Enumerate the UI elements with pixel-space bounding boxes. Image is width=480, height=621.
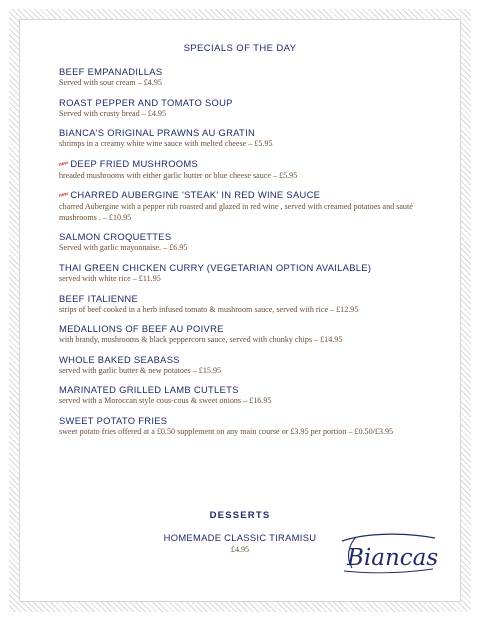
new-badge-icon: new — [58, 160, 69, 168]
list-item — [59, 231, 415, 253]
list-item — [59, 97, 415, 119]
item-description: served with white rice – £11.95 — [59, 273, 161, 283]
list-item — [59, 415, 415, 437]
item-description: shrimps in a creamy white wine sauce with melted cheese – £5.95 — [59, 139, 273, 149]
item-description: breaded mushrooms with either garlic butter or blue cheese sauce – £5.95 — [59, 170, 298, 180]
item-name: BEEF EMPANADILLAS — [59, 66, 163, 77]
item-name: BIANCA'S ORIGINAL PRAWNS AU GRATIN — [59, 127, 256, 139]
item-description: served with a Moroccan style cous-cous & sweet onions – £16.95 — [59, 396, 272, 406]
item-description: Served with sour cream – £4.95 — [59, 78, 162, 87]
desserts-heading: DESSERTS — [209, 510, 271, 521]
svg-text:Biancas: Biancas — [347, 545, 438, 571]
list-item — [59, 384, 415, 406]
list-item — [59, 189, 415, 223]
item-description: Served with garlic mayonnaise. – £6.95 — [59, 243, 188, 253]
item-name: THAI GREEN CHICKEN CURRY (VEGETARIAN OPTION AVAILABLE) — [59, 261, 372, 273]
list-item — [59, 262, 415, 284]
list-item — [59, 158, 415, 181]
item-description: Served with crusty bread – £4.95 — [59, 108, 166, 118]
item-name: BEEF ITALIENNE — [59, 292, 139, 304]
biancas-logo — [338, 532, 438, 581]
page-title: SPECIALS OF THE DAY — [183, 43, 297, 54]
item-name-row — [59, 158, 415, 171]
specials-list — [59, 66, 415, 446]
item-name: MEDALLIONS OF BEEF AU POIVRE — [59, 323, 224, 335]
list-item — [59, 323, 415, 345]
script-logo-icon — [338, 532, 438, 576]
item-name: SALMON CROQUETTES — [59, 231, 172, 243]
list-item — [59, 66, 415, 88]
item-description: with brandy, mushrooms & black peppercorn sauce, served with chunky chips – £14.95 — [59, 335, 343, 345]
item-name: DEEP FRIED MUSHROOMS — [70, 157, 199, 169]
item-description: charred Aubergine with a pepper rub roasted and glazed in red wine , served with creamed potatoes and sauté mushrooms . – £10.95 — [59, 202, 413, 222]
item-name: MARINATED GRILLED LAMB CUTLETS — [59, 384, 239, 396]
item-name: WHOLE BAKED SEABASS — [59, 353, 180, 365]
item-name: ROAST PEPPER AND TOMATO SOUP — [59, 96, 233, 108]
item-description: sweet potato fries offered at a £0.50 supplement on any main course or £3.95 per portion – £0.50/£3.95 — [59, 426, 394, 436]
item-name-row — [59, 189, 415, 202]
dessert-item-price: £4.95 — [230, 545, 250, 554]
list-item — [59, 354, 415, 376]
list-item — [59, 293, 415, 315]
item-name: SWEET POTATO FRIES — [59, 414, 168, 426]
dessert-item-name: HOMEMADE CLASSIC TIRAMISU — [163, 532, 317, 543]
list-item — [59, 127, 415, 149]
item-description: served with garlic butter & new potatoes – £15.95 — [59, 365, 222, 375]
item-description: strips of beef cooked in a herb infused tomato & mushroom sauce, served with rice – £12.95 — [59, 304, 359, 314]
item-name: CHARRED AUBERGINE 'STEAK' IN RED WINE SAUCE — [70, 189, 321, 201]
new-badge-icon: new — [58, 192, 69, 200]
